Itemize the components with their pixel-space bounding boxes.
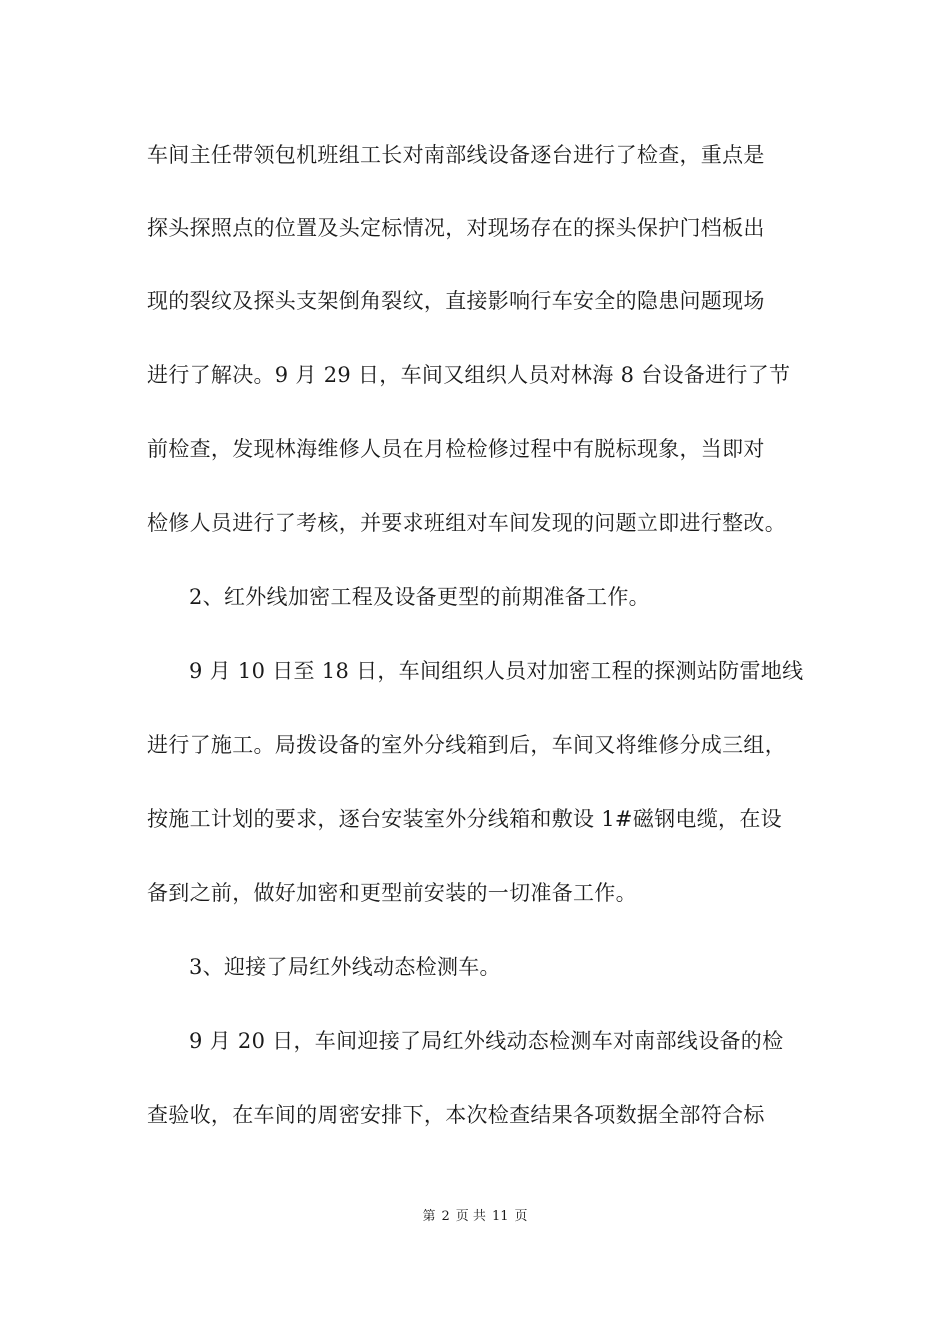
- footer-total-pages: 11: [491, 1209, 509, 1224]
- page-footer: [0, 1208, 950, 1226]
- body-line-4: 进行了解决。9 月 29 日，车间又组织人员对林海 8 台设备进行了节: [147, 363, 791, 387]
- footer-middle: 页 共: [455, 1209, 486, 1224]
- body-line-6: 检修人员进行了考核，并要求班组对车间发现的问题立即进行整改。: [147, 511, 786, 535]
- footer-current-page: 2: [441, 1209, 450, 1224]
- body-line-14: 查验收，在车间的周密安排下，本次检查结果各项数据全部符合标: [147, 1103, 765, 1127]
- body-line-10: 按施工计划的要求，逐台安装室外分线箱和敷设 1#磁钢电缆，在设: [147, 807, 782, 831]
- body-line-1: 车间主任带领包机班组工长对南部线设备逐台进行了检查，重点是: [147, 143, 765, 167]
- footer-suffix: 页: [514, 1209, 528, 1224]
- body-line-11: 备到之前，做好加密和更型前安装的一切准备工作。: [147, 881, 637, 905]
- body-line-5: 前检查，发现林海维修人员在月检检修过程中有脱标现象，当即对: [147, 437, 765, 461]
- section-heading-2: 2、红外线加密工程及设备更型的前期准备工作。: [189, 585, 650, 609]
- body-line-13: 9 月 20 日，车间迎接了局红外线动态检测车对南部线设备的检: [189, 1029, 784, 1053]
- footer-prefix: 第: [422, 1209, 436, 1224]
- body-line-2: 探头探照点的位置及头定标情况，对现场存在的探头保护门档板出: [147, 216, 765, 240]
- body-line-3: 现的裂纹及探头支架倒角裂纹，直接影响行车安全的隐患问题现场: [147, 289, 765, 313]
- body-line-9: 进行了施工。局拨设备的室外分线箱到后，车间又将维修分成三组，: [147, 733, 786, 757]
- body-line-8: 9 月 10 日至 18 日，车间组织人员对加密工程的探测站防雷地线: [189, 659, 804, 683]
- section-heading-3: 3、迎接了局红外线动态检测车。: [189, 955, 501, 979]
